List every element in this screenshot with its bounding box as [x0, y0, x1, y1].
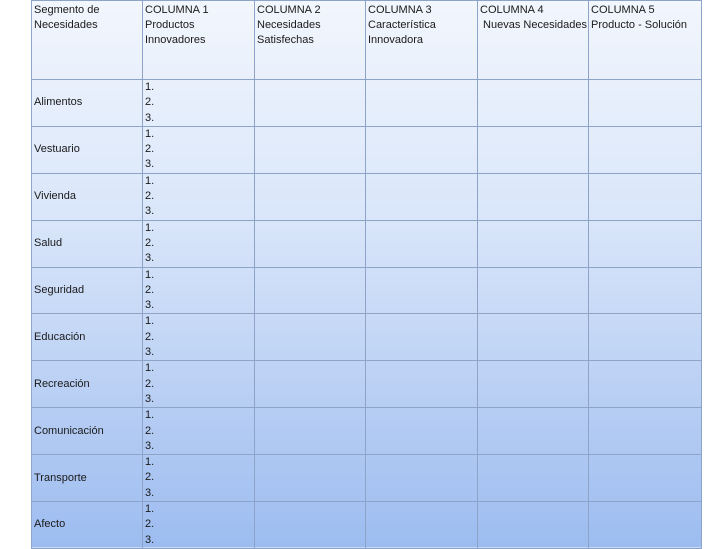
- item-marker: 2.: [145, 283, 155, 296]
- new-needs-cell[interactable]: [478, 80, 589, 127]
- solution-cell[interactable]: [589, 314, 702, 361]
- feature-cell[interactable]: [366, 502, 478, 549]
- item-marker: 1.: [145, 409, 155, 422]
- header-column-2-line1: COLUMNA 2: [257, 4, 321, 16]
- solution-cell[interactable]: [589, 220, 702, 267]
- item-marker: 1.: [145, 503, 155, 516]
- feature-cell[interactable]: [366, 220, 478, 267]
- header-column-4-line1: COLUMNA 4: [480, 4, 544, 16]
- item-marker: 3.: [145, 346, 155, 359]
- products-cell[interactable]: [143, 126, 255, 173]
- header-column-1-line3: Innovadores: [145, 34, 206, 46]
- item-marker: 2.: [145, 236, 155, 249]
- needs-cell[interactable]: [255, 80, 366, 127]
- header-column-3-line1: COLUMNA 3: [368, 4, 432, 16]
- table-row: [32, 80, 702, 127]
- header-column-2: [255, 1, 366, 80]
- new-needs-cell[interactable]: [478, 502, 589, 549]
- solution-cell[interactable]: [589, 361, 702, 408]
- products-cell[interactable]: [143, 361, 255, 408]
- needs-cell[interactable]: [255, 220, 366, 267]
- needs-cell[interactable]: [255, 267, 366, 314]
- item-marker: 1.: [145, 456, 155, 469]
- item-marker: 3.: [145, 533, 155, 546]
- item-marker: 3.: [145, 486, 155, 499]
- item-marker: 3.: [145, 439, 155, 452]
- new-needs-cell[interactable]: [478, 408, 589, 455]
- item-marker: 2.: [145, 190, 155, 203]
- header-column-1-line1: COLUMNA 1: [145, 4, 209, 16]
- feature-cell[interactable]: [366, 126, 478, 173]
- new-needs-cell[interactable]: [478, 361, 589, 408]
- table-row: [32, 267, 702, 314]
- feature-cell[interactable]: [366, 455, 478, 502]
- solution-cell[interactable]: [589, 173, 702, 220]
- segment-cell: Seguridad: [32, 267, 143, 314]
- header-column-4-line2: Nuevas Necesidades: [480, 19, 588, 31]
- header-column-3: [366, 1, 478, 80]
- segment-cell: Recreación: [32, 361, 143, 408]
- table-row: [32, 502, 702, 549]
- header-column-3-line2: Característica: [368, 19, 436, 31]
- header-column-2-line3: Satisfechas: [257, 34, 314, 46]
- products-cell[interactable]: [143, 220, 255, 267]
- item-marker: 1.: [145, 174, 155, 187]
- item-marker: 1.: [145, 362, 155, 375]
- feature-cell[interactable]: [366, 314, 478, 361]
- header-column-1: [143, 1, 255, 80]
- table-row: [32, 408, 702, 455]
- solution-cell[interactable]: [589, 408, 702, 455]
- table-row: [32, 361, 702, 408]
- new-needs-cell[interactable]: [478, 220, 589, 267]
- item-marker: 2.: [145, 424, 155, 437]
- needs-cell[interactable]: [255, 126, 366, 173]
- segment-cell: Comunicación: [32, 408, 143, 455]
- segment-cell: Salud: [32, 220, 143, 267]
- item-marker: 1.: [145, 81, 155, 93]
- header-column-2-line2: Necesidades: [257, 19, 321, 31]
- solution-cell[interactable]: [589, 502, 702, 549]
- item-marker: 2.: [145, 518, 155, 531]
- needs-cell[interactable]: [255, 173, 366, 220]
- item-marker: 2.: [145, 143, 155, 156]
- table-row: [32, 173, 702, 220]
- needs-cell[interactable]: [255, 314, 366, 361]
- header-row: [32, 1, 702, 80]
- item-marker: 1.: [145, 127, 155, 140]
- segment-cell: Vivienda: [32, 173, 143, 220]
- item-marker: 3.: [145, 392, 155, 405]
- segment-cell: Alimentos: [32, 80, 143, 127]
- segment-cell: Afecto: [32, 502, 143, 549]
- products-cell[interactable]: [143, 267, 255, 314]
- header-segment-line2: Necesidades: [34, 19, 98, 31]
- item-marker: 3.: [145, 299, 155, 312]
- solution-cell[interactable]: [589, 126, 702, 173]
- header-column-3-line3: Innovadora: [368, 34, 424, 46]
- item-marker: 1.: [145, 315, 155, 328]
- item-marker: 2.: [145, 471, 155, 484]
- feature-cell[interactable]: [366, 408, 478, 455]
- needs-cell[interactable]: [255, 408, 366, 455]
- item-marker: 1.: [145, 221, 155, 234]
- products-cell[interactable]: [143, 408, 255, 455]
- solution-cell[interactable]: [589, 455, 702, 502]
- header-segment-line1: Segmento de: [34, 4, 100, 16]
- table-row: [32, 126, 702, 173]
- item-marker: 3.: [145, 158, 155, 171]
- feature-cell[interactable]: [366, 361, 478, 408]
- item-marker: 2.: [145, 96, 155, 109]
- solution-cell[interactable]: [589, 80, 702, 127]
- item-marker: 3.: [145, 111, 155, 124]
- segment-cell: Transporte: [32, 455, 143, 502]
- table-row: [32, 314, 702, 361]
- header-segment: [32, 1, 143, 80]
- segment-cell: Educación: [32, 314, 143, 361]
- header-column-1-line2: Productos: [145, 19, 195, 31]
- feature-cell[interactable]: [366, 173, 478, 220]
- table-row: [32, 455, 702, 502]
- item-marker: 1.: [145, 268, 155, 281]
- products-cell[interactable]: [143, 80, 255, 127]
- new-needs-cell[interactable]: [478, 267, 589, 314]
- item-marker: 3.: [145, 252, 155, 265]
- products-cell[interactable]: [143, 173, 255, 220]
- feature-cell[interactable]: [366, 267, 478, 314]
- new-needs-cell[interactable]: [478, 126, 589, 173]
- segment-cell: Vestuario: [32, 126, 143, 173]
- table-row: [32, 220, 702, 267]
- header-column-5-line2: Producto - Solución: [591, 19, 687, 31]
- products-cell[interactable]: [143, 314, 255, 361]
- new-needs-cell[interactable]: [478, 173, 589, 220]
- products-cell[interactable]: [143, 455, 255, 502]
- needs-cell[interactable]: [255, 455, 366, 502]
- item-marker: 3.: [145, 205, 155, 218]
- needs-cell[interactable]: [255, 502, 366, 549]
- item-marker: 2.: [145, 377, 155, 390]
- solution-cell[interactable]: [589, 267, 702, 314]
- needs-cell[interactable]: [255, 361, 366, 408]
- header-column-5: [589, 1, 702, 80]
- new-needs-cell[interactable]: [478, 455, 589, 502]
- needs-segment-table: [31, 0, 702, 549]
- header-column-5-line1: COLUMNA 5: [591, 4, 655, 16]
- header-column-4: [478, 1, 589, 80]
- new-needs-cell[interactable]: [478, 314, 589, 361]
- products-cell[interactable]: [143, 502, 255, 549]
- item-marker: 2.: [145, 330, 155, 343]
- feature-cell[interactable]: [366, 80, 478, 127]
